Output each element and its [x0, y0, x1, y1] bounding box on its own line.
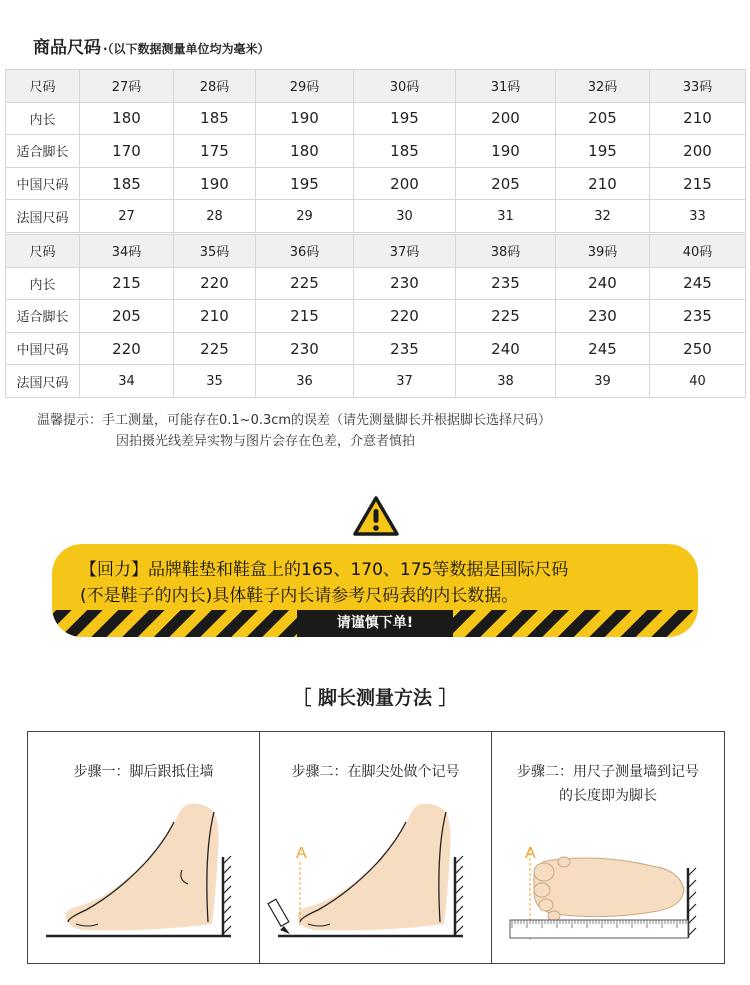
- table-cell: 180: [256, 135, 354, 168]
- table-cell: 35: [174, 365, 256, 398]
- step-1-caption: 步骤一：脚后跟抵住墙: [73, 764, 214, 780]
- table-cell: 200: [650, 135, 746, 168]
- table-cell: 225: [174, 332, 256, 365]
- table-cell: 220: [354, 300, 456, 333]
- size-table-2: [5, 234, 746, 398]
- table-cell: 185: [354, 135, 456, 168]
- table-cell: 240: [556, 267, 650, 300]
- cta-label: 请谨慎下单!: [297, 610, 453, 637]
- table-cell: 27: [80, 200, 174, 233]
- tip-line-2: 因拍摄光线差异实物与图片会存在色差，介意者慎拍: [116, 434, 416, 449]
- table-cell: 215: [256, 300, 354, 333]
- table-cell: 250: [650, 332, 746, 365]
- table-cell: 205: [80, 300, 174, 333]
- title-main: 商品尺码: [33, 38, 101, 58]
- table-cell: 36: [256, 365, 354, 398]
- table-row: [6, 200, 746, 233]
- table-cell: 205: [556, 102, 650, 135]
- step-3-caption-line-2: 的长度即为脚长: [559, 788, 657, 804]
- row-label: 法国尺码: [6, 200, 80, 233]
- table-cell: 40码: [650, 235, 746, 268]
- row-label: 尺码: [6, 70, 80, 103]
- table-row: [6, 365, 746, 398]
- table-cell: 210: [650, 102, 746, 135]
- table-cell: 185: [80, 167, 174, 200]
- table-cell: 190: [174, 167, 256, 200]
- table-cell: 36码: [256, 235, 354, 268]
- table-cell: 32: [556, 200, 650, 233]
- step-panel-2: [259, 731, 492, 964]
- table-cell: 31码: [456, 70, 556, 103]
- table-row: [6, 332, 746, 365]
- warning-icon: [353, 495, 399, 537]
- table-row: [6, 135, 746, 168]
- row-label: 法国尺码: [6, 365, 80, 398]
- table-cell: 170: [80, 135, 174, 168]
- table-cell: 34码: [80, 235, 174, 268]
- foot-top-icon: [492, 732, 726, 965]
- table-cell: 39码: [556, 235, 650, 268]
- step-panel-3: [491, 731, 725, 964]
- row-label: 尺码: [6, 235, 80, 268]
- row-label: 内长: [6, 102, 80, 135]
- table-cell: 215: [650, 167, 746, 200]
- title-sub: ·（以下数据测量单位均为毫米）: [103, 42, 270, 56]
- table-cell: 245: [556, 332, 650, 365]
- table-cell: 30: [354, 200, 456, 233]
- table-cell: 235: [456, 267, 556, 300]
- table-cell: 230: [556, 300, 650, 333]
- table-cell: 180: [80, 102, 174, 135]
- banner-text: [80, 557, 568, 609]
- table-cell: 195: [556, 135, 650, 168]
- table-cell: 175: [174, 135, 256, 168]
- table-cell: 210: [174, 300, 256, 333]
- table-row: [6, 167, 746, 200]
- step-3-caption-line-1: 步骤二：用尺子测量墙到记号: [517, 764, 699, 780]
- table-cell: 220: [174, 267, 256, 300]
- warning-banner: [52, 544, 698, 637]
- table-cell: 230: [354, 267, 456, 300]
- table-cell: 190: [456, 135, 556, 168]
- table-cell: 33: [650, 200, 746, 233]
- marker-a: A: [296, 845, 307, 862]
- table-cell: 28码: [174, 70, 256, 103]
- row-label: 适合脚长: [6, 135, 80, 168]
- table-cell: 225: [456, 300, 556, 333]
- marker-a: A: [525, 845, 536, 862]
- table-cell: 27码: [80, 70, 174, 103]
- pencil-icon: [268, 899, 290, 934]
- table-cell: 195: [354, 102, 456, 135]
- table-cell: 38码: [456, 235, 556, 268]
- table-cell: 195: [256, 167, 354, 200]
- method-title: ［ 脚长测量方法 ］: [292, 687, 458, 709]
- table-cell: 230: [256, 332, 354, 365]
- table-cell: 37: [354, 365, 456, 398]
- foot-side-icon: [28, 732, 261, 965]
- table-cell: 37码: [354, 235, 456, 268]
- banner-line-1: 【回力】品牌鞋垫和鞋盒上的165、170、175等数据是国际尺码: [80, 560, 569, 580]
- table-cell: 220: [80, 332, 174, 365]
- table-row: [6, 102, 746, 135]
- row-label: 中国尺码: [6, 167, 80, 200]
- foot-side-icon: [260, 732, 493, 965]
- table-cell: 185: [174, 102, 256, 135]
- table-cell: 205: [456, 167, 556, 200]
- table-cell: 29: [256, 200, 354, 233]
- table-row: [6, 267, 746, 300]
- tips: [37, 410, 551, 452]
- tip-line-1: 温馨提示：手工测量，可能存在0.1~0.3cm的误差（请先测量脚长并根据脚长选择尺码）: [37, 413, 552, 428]
- row-label: 中国尺码: [6, 332, 80, 365]
- table-cell: 38: [456, 365, 556, 398]
- size-table-1: [5, 69, 746, 233]
- table-row: [6, 300, 746, 333]
- table-cell: 240: [456, 332, 556, 365]
- table-cell: 190: [256, 102, 354, 135]
- step-2-caption: 步骤二：在脚尖处做个记号: [291, 764, 460, 780]
- row-label: 内长: [6, 267, 80, 300]
- table-cell: 235: [650, 300, 746, 333]
- table-row: [6, 70, 746, 103]
- table-cell: 33码: [650, 70, 746, 103]
- row-label: 适合脚长: [6, 300, 80, 333]
- page-title: [33, 33, 270, 58]
- table-cell: 215: [80, 267, 174, 300]
- table-cell: 235: [354, 332, 456, 365]
- table-cell: 30码: [354, 70, 456, 103]
- table-row: [6, 235, 746, 268]
- step-panel-1: [27, 731, 260, 964]
- table-cell: 28: [174, 200, 256, 233]
- table-cell: 34: [80, 365, 174, 398]
- table-cell: 35码: [174, 235, 256, 268]
- table-cell: 40: [650, 365, 746, 398]
- ruler-icon: [510, 920, 688, 938]
- table-cell: 29码: [256, 70, 354, 103]
- banner-line-2: (不是鞋子的内长)具体鞋子内长请参考尺码表的内长数据。: [80, 586, 519, 606]
- table-cell: 32码: [556, 70, 650, 103]
- table-cell: 200: [354, 167, 456, 200]
- table-cell: 31: [456, 200, 556, 233]
- table-cell: 245: [650, 267, 746, 300]
- table-cell: 200: [456, 102, 556, 135]
- table-cell: 225: [256, 267, 354, 300]
- table-cell: 39: [556, 365, 650, 398]
- table-cell: 210: [556, 167, 650, 200]
